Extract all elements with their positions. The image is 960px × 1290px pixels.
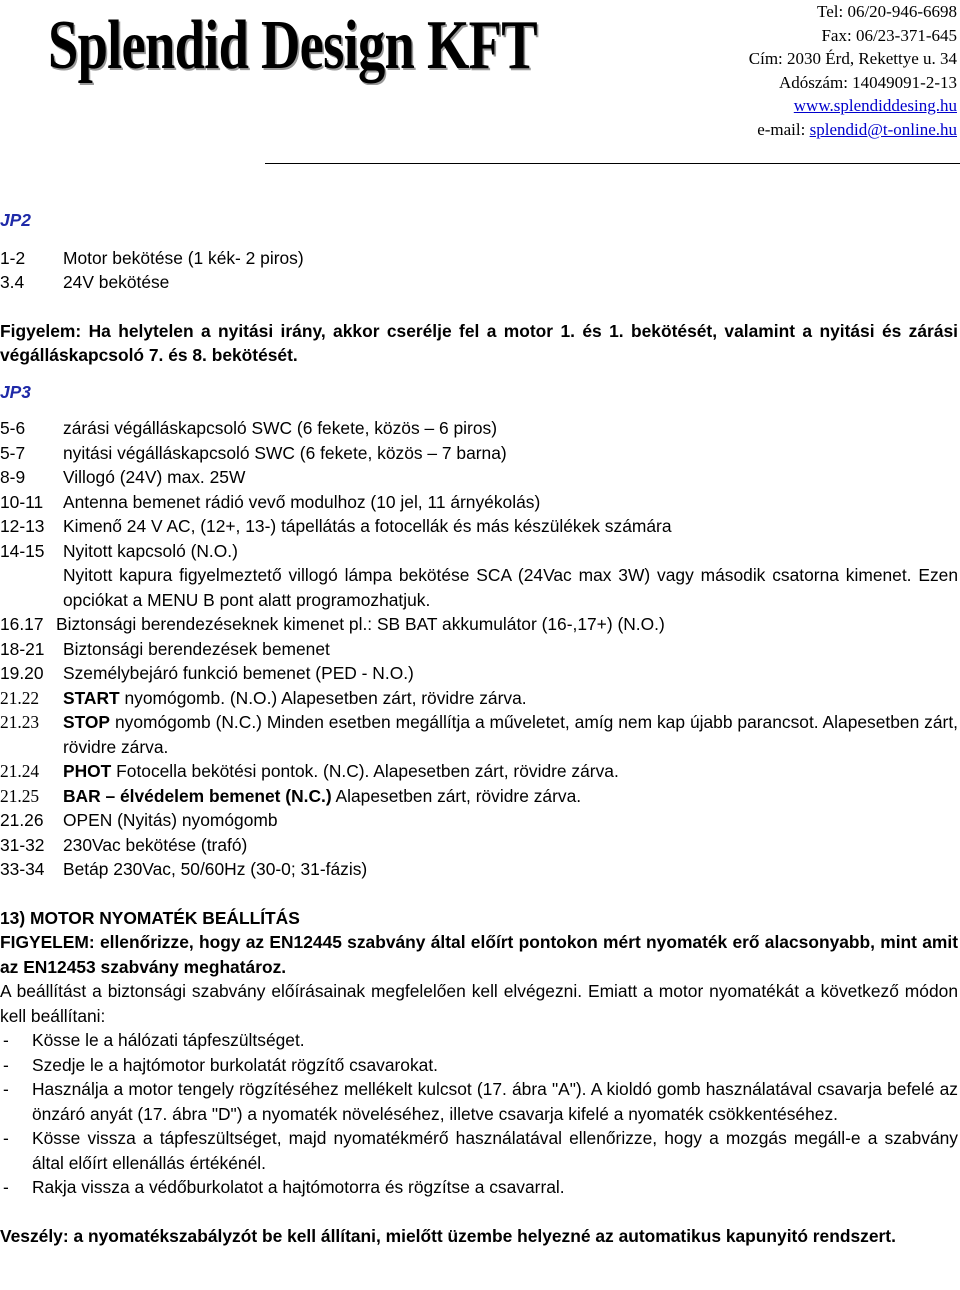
bullet-dash: - bbox=[3, 1079, 9, 1099]
terminal-desc: Biztonsági berendezéseknek kimenet pl.: SB BAT akkumulátor (16-,17+) (N.O.) bbox=[56, 614, 665, 634]
jp3-row bbox=[0, 490, 958, 515]
terminal-desc: Nyitott kapcsoló (N.O.) bbox=[63, 540, 238, 561]
jp3-row bbox=[0, 637, 958, 662]
jp2-title: JP2 bbox=[0, 210, 31, 230]
terminal-number: 16.17 bbox=[0, 614, 44, 634]
list-item bbox=[0, 1077, 958, 1126]
terminal-desc: Villogó (24V) max. 25W bbox=[63, 467, 246, 487]
terminal-keyword: BAR – élvédelem bemenet (N.C.) bbox=[63, 785, 332, 806]
jp3-row bbox=[0, 808, 958, 833]
jp3-title: JP3 bbox=[0, 381, 31, 402]
jp3-row bbox=[0, 514, 958, 539]
terminal-desc: 24V bekötése bbox=[63, 272, 170, 292]
terminal-number: 14-15 bbox=[0, 540, 45, 561]
list-item bbox=[0, 1053, 958, 1078]
terminal-number: 5-7 bbox=[0, 442, 26, 463]
terminal-desc: nyitási végálláskapcsoló SWC (6 fekete, közös – 7 barna) bbox=[63, 442, 507, 463]
bullet-dash: - bbox=[3, 1030, 9, 1050]
section-heading: 13) MOTOR NYOMATÉK BEÁLLÍTÁS bbox=[0, 907, 300, 928]
terminal-number: 1-2 bbox=[0, 247, 26, 268]
jp3-row bbox=[0, 833, 958, 858]
bullet-dash: - bbox=[3, 1177, 9, 1197]
terminal-number: 19.20 bbox=[0, 663, 44, 683]
list-item bbox=[0, 1028, 958, 1053]
list-item-text: Használja a motor tengely rögzítéséhez mellékelt kulcsot (17. ábra "A"). A kioldó gomb használatával csavarja befelé az önzáró anyát (17. ábra "D") a nyomaték növeléséhez, illetve csavarja kifelé a nyomaték csökkentéséhez. bbox=[32, 1079, 958, 1124]
terminal-desc bbox=[63, 784, 958, 809]
terminal-desc: Személybejáró funkció bemenet (PED - N.O.) bbox=[63, 663, 414, 683]
terminal-desc: zárási végálláskapcsoló SWC (6 fekete, közös – 6 piros) bbox=[63, 418, 497, 438]
bullet-dash: - bbox=[3, 1128, 9, 1148]
document-body bbox=[0, 208, 958, 1248]
intro-text: A beállítást a biztonsági szabvány előírásainak megfelelően kell elvégezni. Emiatt a motor nyomatékát a következő módon kell beállítani: bbox=[0, 981, 958, 1026]
list-item-text: Szedje le a hajtómotor burkolatát rögzítő csavarokat. bbox=[32, 1054, 438, 1075]
address: Cím: 2030 Érd, Rekettye u. 34 bbox=[748, 49, 957, 68]
warning-text: Figyelem: Ha helytelen a nyitási irány, akkor cserélje fel a motor 1. és 1. bekötését, valamint a nyitási és zárási végálláskapcsoló 7. és 8. bekötését. bbox=[0, 320, 958, 365]
fax: Fax: 06/23-371-645 bbox=[821, 25, 957, 45]
phone: Tel: 06/20-946-6698 bbox=[817, 2, 957, 21]
terminal-keyword: PHOT bbox=[63, 761, 112, 781]
jp3-row bbox=[0, 784, 958, 809]
jp3-row bbox=[0, 686, 958, 711]
terminal-desc bbox=[63, 759, 958, 784]
jp3-row bbox=[0, 416, 958, 441]
header-divider bbox=[265, 163, 960, 164]
jp3-row bbox=[0, 661, 958, 686]
terminal-desc bbox=[63, 686, 958, 711]
jp3-row bbox=[0, 465, 958, 490]
terminal-number: 21.24 bbox=[0, 761, 40, 781]
terminal-note: Nyitott kapura figyelmeztető villogó lámpa bekötése SCA (24Vac max 3W) vagy második csatorna kimenet. Ezen opciókat a MENU B pont alatt programozhatjuk. bbox=[63, 565, 958, 610]
terminal-desc: OPEN (Nyitás) nyomógomb bbox=[63, 810, 278, 830]
contact-block bbox=[749, 0, 957, 141]
attention-text: FIGYELEM: ellenőrizze, hogy az EN12445 szabvány által előírt pontokon mért nyomaték erő alacsonyabb, mint amit az EN12453 szabvány meghatároz. bbox=[0, 932, 958, 977]
terminal-number: 18-21 bbox=[0, 638, 45, 659]
terminal-number: 21.26 bbox=[0, 810, 44, 830]
terminal-desc: 230Vac bekötése (trafó) bbox=[63, 834, 248, 855]
terminal-number: 3.4 bbox=[0, 272, 25, 292]
terminal-number: 5-6 bbox=[0, 418, 26, 438]
list-item bbox=[0, 1126, 958, 1175]
list-item-text: Rakja vissza a védőburkolatot a hajtómotorra és rögzítse a csavarral. bbox=[32, 1177, 565, 1197]
jp3-row bbox=[0, 759, 958, 784]
bullet-dash: - bbox=[3, 1054, 9, 1075]
jp3-row bbox=[0, 441, 958, 466]
jp3-row bbox=[0, 539, 958, 564]
terminal-number: 21.25 bbox=[0, 785, 40, 806]
terminal-keyword: START bbox=[63, 687, 120, 708]
list-item bbox=[0, 1175, 958, 1200]
terminal-number: 21.23 bbox=[0, 712, 40, 732]
jp3-row bbox=[0, 710, 958, 759]
terminal-number: 8-9 bbox=[0, 467, 26, 487]
terminal-number: 33-34 bbox=[0, 859, 45, 879]
terminal-desc-rest: nyomógomb. (N.O.) Alapesetben zárt, rövidre zárva. bbox=[119, 687, 527, 708]
website-link[interactable]: www.splendiddesing.hu bbox=[793, 96, 957, 115]
terminal-desc-rest: Fotocella bekötési pontok. (N.C). Alapesetben zárt, rövidre zárva. bbox=[111, 761, 619, 781]
terminal-keyword: STOP bbox=[63, 712, 111, 732]
terminal-desc: Motor bekötése (1 kék- 2 piros) bbox=[63, 247, 304, 268]
list-item-text: Kösse le a hálózati tápfeszültséget. bbox=[32, 1030, 305, 1050]
email-label: e-mail: bbox=[757, 119, 810, 139]
company-logo: Splendid Design KFT bbox=[48, 7, 537, 84]
email-link[interactable]: splendid@t-online.hu bbox=[809, 119, 957, 139]
terminal-desc bbox=[63, 710, 958, 759]
terminal-desc: Kimenő 24 V AC, (12+, 13-) tápellátás a fotocellák és más készülékek számára bbox=[63, 516, 672, 536]
terminal-desc: Betáp 230Vac, 50/60Hz (30-0; 31-fázis) bbox=[63, 859, 368, 879]
terminal-desc-rest: nyomógomb (N.C.) Minden esetben megállítja a műveletet, amíg nem kap újabb parancsot. Alapesetben zárt, rövidre zárva. bbox=[63, 712, 958, 757]
terminal-number: 12-13 bbox=[0, 516, 45, 536]
jp2-row bbox=[0, 270, 958, 295]
terminal-desc: Biztonsági berendezések bemenet bbox=[63, 638, 330, 659]
terminal-number: 31-32 bbox=[0, 834, 45, 855]
terminal-number: 10-11 bbox=[0, 491, 44, 512]
terminal-number: 21.22 bbox=[0, 687, 40, 708]
danger-text: Veszély: a nyomatékszabályzót be kell állítani, mielőtt üzembe helyezné az automatikus kapunyitó rendszert. bbox=[0, 1225, 896, 1246]
jp3-row bbox=[0, 857, 958, 882]
tax-number: Adószám: 14049091-2-13 bbox=[778, 72, 957, 92]
list-item-text: Kösse vissza a tápfeszültséget, majd nyomatékmérő használatával ellenőrizze, hogy a mozgás megáll-e a szabvány által előírt ellenállás értékénél. bbox=[32, 1128, 958, 1173]
terminal-desc: Antenna bemenet rádió vevő modulhoz (10 jel, 11 árnyékolás) bbox=[63, 491, 541, 512]
terminal-desc-rest: Alapesetben zárt, rövidre zárva. bbox=[331, 785, 582, 806]
jp2-row bbox=[0, 246, 958, 271]
jp3-row bbox=[0, 612, 958, 637]
